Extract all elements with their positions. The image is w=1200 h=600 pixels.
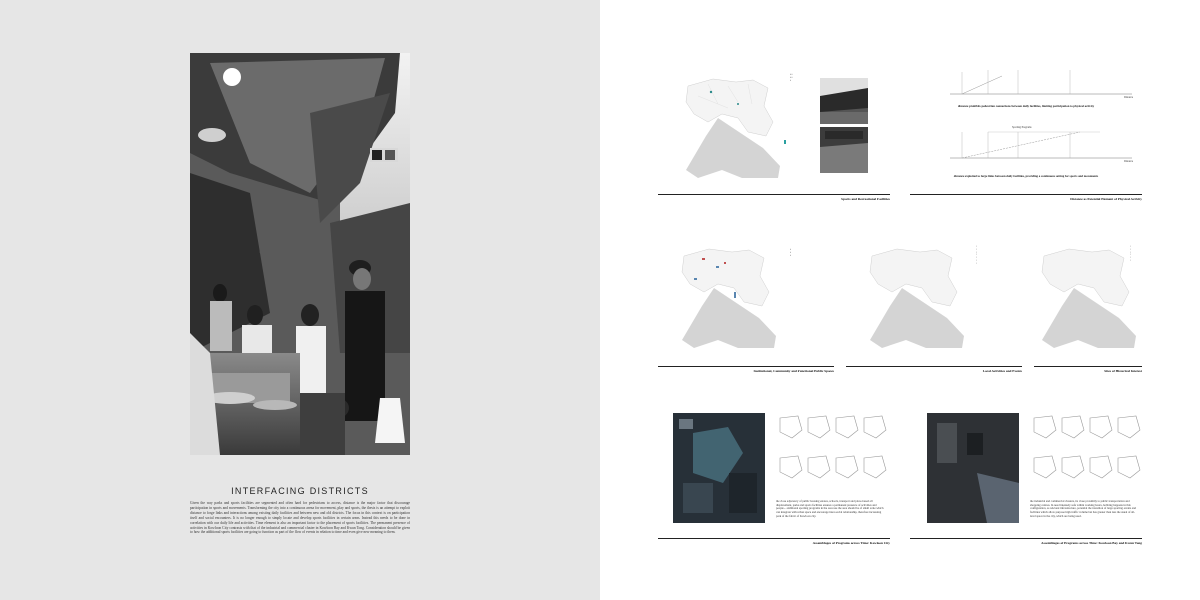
caption-sports: Sports and Recreational Facilities xyxy=(841,197,890,201)
rule-kowloon-city xyxy=(658,538,890,539)
stadium-photo-1 xyxy=(820,78,868,124)
local-activities-map xyxy=(862,244,972,354)
caption-distance: Distance as Potential Element of Physical Activity xyxy=(1070,197,1142,201)
panel-sports-facilities xyxy=(658,70,890,202)
caption-kowloon-city: Assemblages of Programs across Time: Kowloon City xyxy=(812,541,890,545)
sports-map xyxy=(678,74,788,184)
right-page xyxy=(600,0,1200,600)
section-body-text: Given the way parks and sports facilities are segmented and often hard for pedestrians to access, distance is the major factor that discourage participation in sports and movements. Transforming the city into a continuous arena for movement, play and sports, the thesis is an attempt to exploit distance to forge links and interactions among existing daily facilities and between new and old districts. The focus in this context is on participation itself and social encounters. It is no longer enough to simply locate and develop sports facilities in certain areas. Instead this needs to be done in correlation with our daily life and activities. Time element is also an important factor to the placement of sports facilities. The permanent presence of activities in Kowloon City contrasts with that of the industrial and commercial cluster in Kowloon Bay and Kwun Tong. Consideration should be given to how the additional sports facilities are going to function as part of the flow of events in relation to time and even give new meaning to them. xyxy=(190,501,410,535)
caption-local: Local Activities and Events xyxy=(982,369,1022,373)
sporting-programs-label: Sporting Programs xyxy=(1012,126,1032,129)
panel-local-activities-map xyxy=(846,240,1022,360)
sports-legend: ▪ ▪ ▪ ▪ ▪ xyxy=(790,73,793,82)
kowloon-bay-satellite-image xyxy=(927,413,1019,523)
local-activities-legend: ▫ ▫ ▫ ▫ ▫ ▫ ▫ xyxy=(976,245,977,265)
panel-distance-diagram xyxy=(910,60,1142,192)
rule-distance xyxy=(910,194,1142,195)
historical-map xyxy=(1034,244,1144,354)
historical-legend: ▫ ▫ ▫ ▫ ▫ ▫ xyxy=(1130,245,1131,262)
rule-institutional xyxy=(658,366,834,367)
distance-end-label-bottom: Distance xyxy=(1124,160,1134,163)
panel-kowloon-bay xyxy=(910,410,1142,534)
kowloon-city-paragraph: the close adjacency of public housing estates, schools, transport and place-based all displacement, parks and sports facilities ensures a permanent presence of activities and people... additional sporting programs in the area use the area should be of small scale which can integrate with urban space and encourage inter-social relationship, therefore increasing park of the fabric of Kowloon city. xyxy=(776,499,884,518)
stadium-photo-2 xyxy=(820,127,868,173)
kowloon-city-diagrams xyxy=(776,412,888,502)
rule-historical xyxy=(1034,366,1142,367)
caption-institutional: Institutional, Community and Functional Public Spaces xyxy=(753,369,834,373)
kowloon-bay-paragraph: the industrial and commercial clusters, its close proximity to public transportation and shopping centres. In need intensely safe within working hours, hobbing happens in this configuration, as relevant infrastructure, potential the transition of large sporting events and facilities which allow purpose high traffic volume but has greater than less the usual of all-level space in the city, which are being used. xyxy=(1030,499,1136,518)
institutional-legend: ▪ ▪ ▪ xyxy=(790,248,791,257)
panel-historical-map xyxy=(1034,240,1142,360)
caption-kowloon-bay: Assemblages of Programs across Time: Kowloon Bay and Kwun Tong xyxy=(1041,541,1142,545)
distance-diagram xyxy=(910,60,1142,190)
panel-institutional-map xyxy=(658,240,834,360)
market-street-photo xyxy=(190,53,410,455)
diagram-bottom-caption: distance exploited to forge links between daily facilities, providing a continuous setting for sports and movements xyxy=(953,174,1099,178)
kowloon-bay-diagrams xyxy=(1030,412,1142,502)
panel-kowloon-city xyxy=(658,410,890,534)
distance-end-label-top: Distance xyxy=(1124,96,1134,99)
section-heading: INTERFACING DISTRICTS xyxy=(231,486,369,496)
market-photo-illustration xyxy=(190,53,410,455)
rule-sports xyxy=(658,194,890,195)
rule-kowloon-bay xyxy=(910,538,1142,539)
caption-historical: Sites of Historical Interest xyxy=(1104,369,1142,373)
kowloon-city-satellite-image xyxy=(673,413,765,523)
institutional-map xyxy=(674,244,784,354)
diagram-top-caption: distance prohibits pedestrian connections between daily facilities, limiting participation to physical activity xyxy=(957,104,1095,108)
rule-local xyxy=(846,366,1022,367)
